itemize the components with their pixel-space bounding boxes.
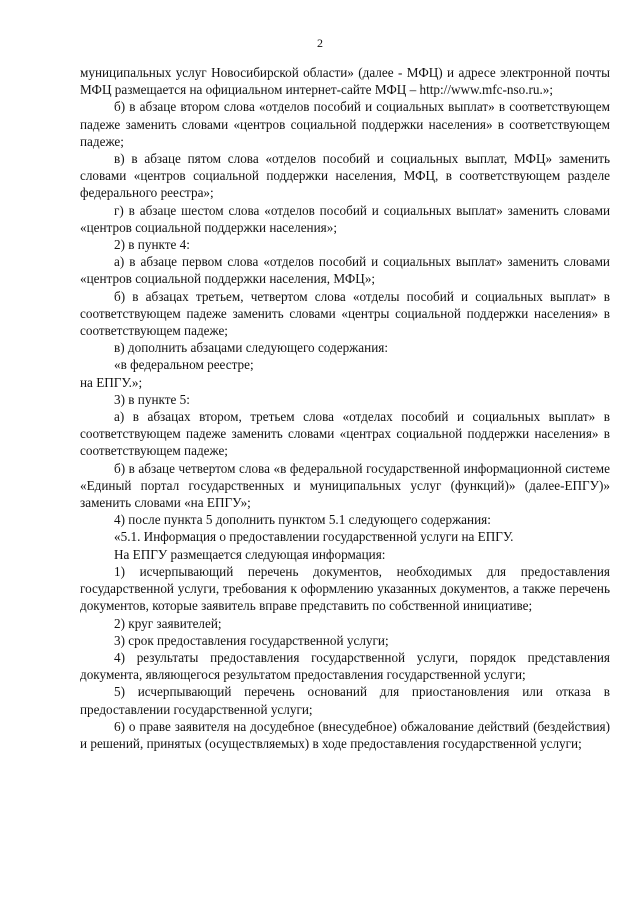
paragraph: б) в абзаце втором слова «отделов пособий и социальных выплат» в соответствующем падеже заменить словами «центров социальной поддержки населения» в соответствующем падеже;: [80, 99, 610, 149]
paragraph: а) в абзаце первом слова «отделов пособий и социальных выплат» заменить словами «центров социальной поддержки населения, МФЦ»;: [80, 254, 610, 287]
paragraph: 2) в пункте 4:: [114, 237, 190, 253]
paragraph: 4) после пункта 5 дополнить пунктом 5.1 следующего содержания:: [114, 512, 491, 528]
page-number: 2: [317, 36, 323, 50]
paragraph: 3) в пункте 5:: [114, 391, 190, 407]
paragraph: г) в абзаце шестом слова «отделов пособий и социальных выплат» заменить словами «центров социальной поддержки населения»;: [80, 202, 610, 235]
paragraph: в) в абзаце пятом слова «отделов пособий и социальных выплат, МФЦ» заменить словами «центров социальной поддержки населения, МФЦ, в соответствующем разделе федерального реестра»;: [80, 151, 610, 201]
paragraph: б) в абзаце четвертом слова «в федеральной государственной информационной системе «Единый портал государственных и муниципальных услуг (функций)» (далее-ЕПГУ)» заменить словами «на ЕПГУ»;: [80, 460, 610, 511]
paragraph: б) в абзацах третьем, четвертом слова «отделы пособий и социальных выплат» в соответствующем падеже заменить словами «центры социальной поддержки населения» в соответствующем падеже;: [80, 288, 610, 339]
paragraph: 5) исчерпывающий перечень оснований для приостановления или отказа в предоставлении государственной услуги;: [80, 684, 610, 717]
paragraph: «в федеральном реестре;: [114, 357, 254, 373]
document-body: [80, 64, 610, 752]
paragraph: 6) о праве заявителя на досудебное (внесудебное) обжалование действий (бездействия) и решений, принятых (осуществляемых) в ходе предоставления государственной услуги;: [80, 718, 610, 751]
paragraph: 3) срок предоставления государственной услуги;: [114, 632, 389, 648]
paragraph: на ЕПГУ.»;: [80, 374, 143, 390]
paragraph: муниципальных услуг Новосибирской области» (далее - МФЦ) и адресе электронной почты МФЦ размещается на официальном интернет-сайте МФЦ – http://www.mfc-nso.ru.»;: [80, 65, 610, 98]
paragraph: 4) результаты предоставления государственной услуги, порядок представления документа, являющегося результатом предоставления государственной услуги;: [80, 649, 610, 683]
paragraph: На ЕПГУ размещается следующая информация:: [114, 546, 386, 562]
paragraph: в) дополнить абзацами следующего содержания:: [114, 340, 388, 356]
paragraph: а) в абзацах втором, третьем слова «отделах пособий и социальных выплат» в соответствующем падеже заменить словами «центрах социальной поддержки населения» в соответствующем падеже;: [80, 409, 610, 459]
paragraph: «5.1. Информация о предоставлении государственной услуги на ЕПГУ.: [114, 529, 514, 545]
paragraph: 1) исчерпывающий перечень документов, необходимых для предоставления государственной услуги, требования к оформлению указанных документов, а также перечень документов, которые заявитель вправе представить по собственной инициативе;: [80, 563, 610, 614]
paragraph: 2) круг заявителей;: [114, 615, 222, 631]
